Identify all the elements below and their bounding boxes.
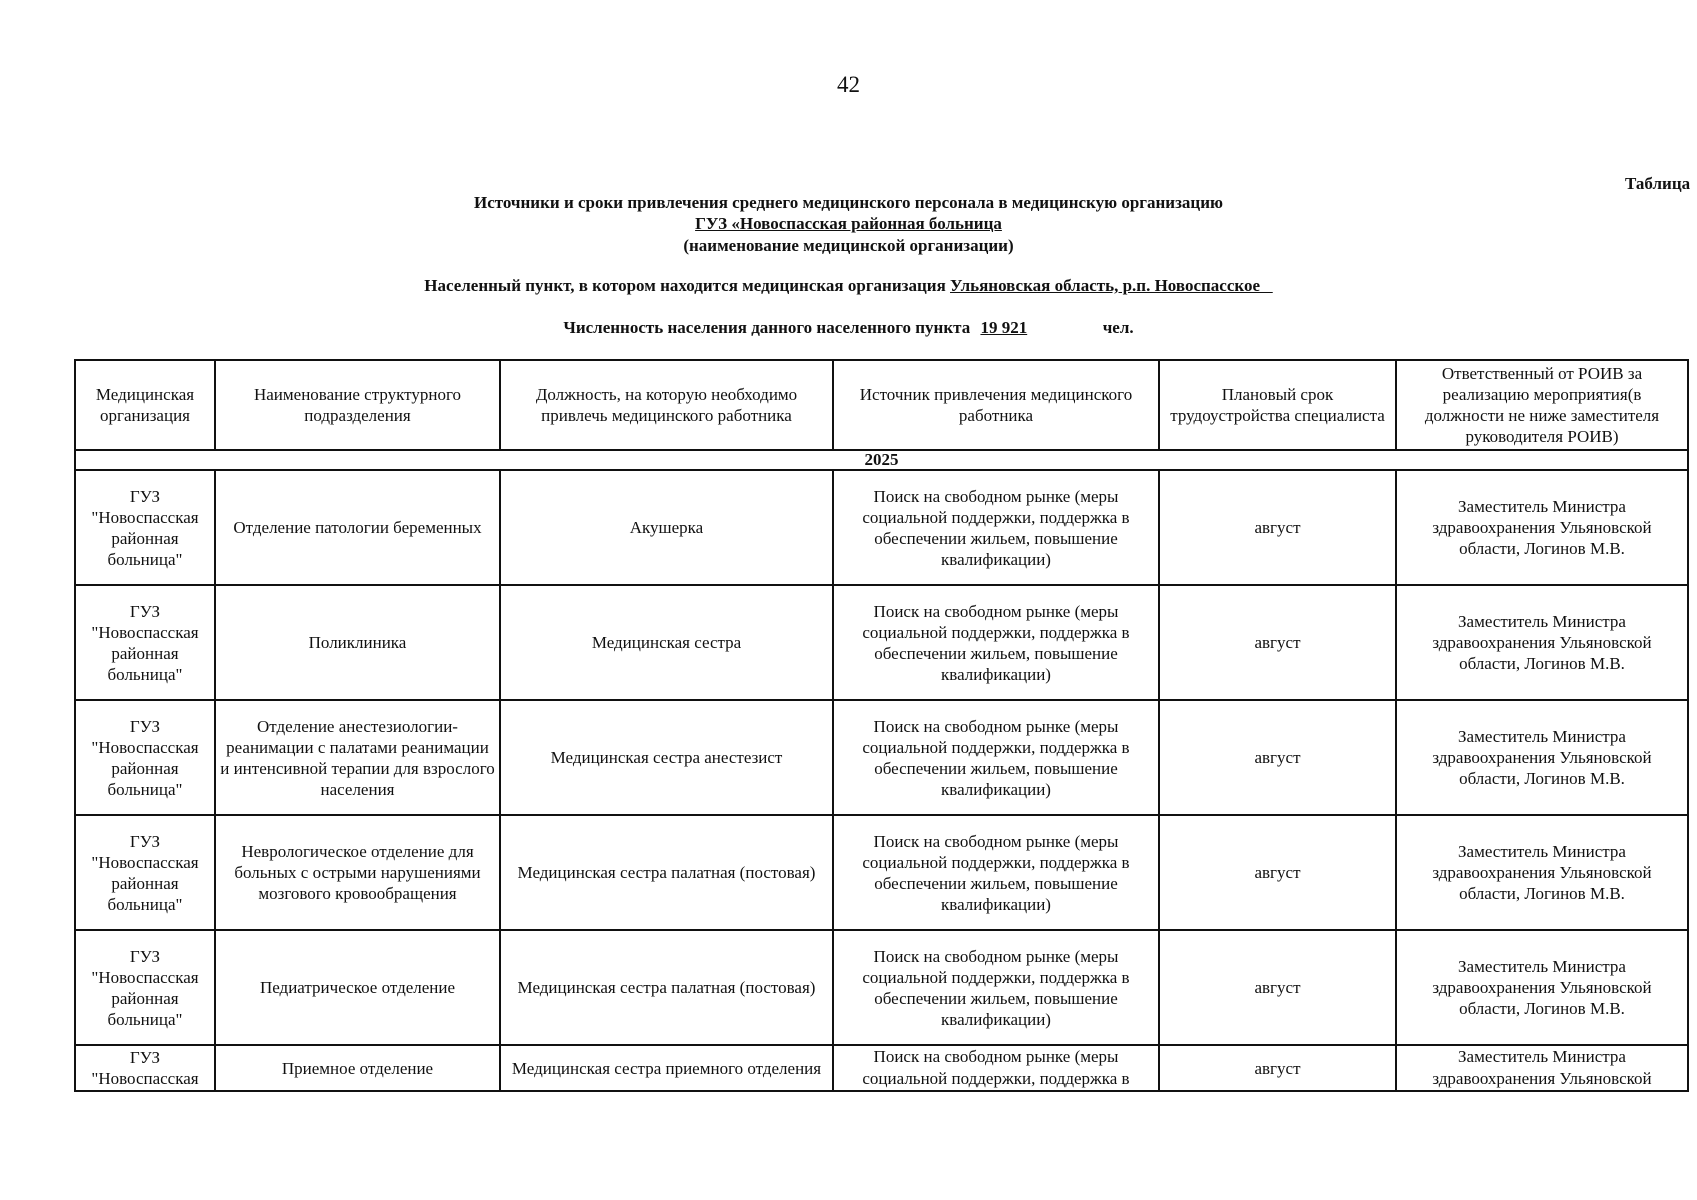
cell-org: ГУЗ "Новоспасская районная больница" (75, 930, 215, 1045)
cell-term (1159, 1045, 1396, 1091)
year-row (75, 450, 1688, 470)
cell-dept: Неврологическое отделение для больных с острыми нарушениями мозгового кровообращения (215, 815, 500, 930)
cell-responsible: Заместитель Министра здравоохранения Ульяновской области, Логинов М.В. (1396, 930, 1688, 1045)
cell-position-text: Медицинская сестра приемного отделения (511, 1058, 822, 1078)
cell-dept: Отделение анестезиологии-реанимации с палатами реанимации и интенсивной терапии для взрослого населения (215, 700, 500, 815)
cell-source: Поиск на свободном рынке (меры социальной поддержки, поддержка в обеспечении жильем, повышение квалификации) (833, 930, 1159, 1045)
cell-position: Акушерка (500, 470, 833, 585)
header-source: Источник привлечения медицинского работника (833, 360, 1159, 450)
cell-term: август (1159, 700, 1396, 815)
header-dept: Наименование структурного подразделения (215, 360, 500, 450)
cell-responsible-text: Заместитель Министра здравоохранения Ульяновской (1432, 1047, 1652, 1088)
cell-source: Поиск на свободном рынке (меры социальной поддержки, поддержка в обеспечении жильем, повышение квалификации) (833, 470, 1159, 585)
cell-term: август (1159, 470, 1396, 585)
cell-dept: Педиатрическое отделение (215, 930, 500, 1045)
year-cell: 2025 (75, 450, 1688, 470)
table-row (75, 1045, 1688, 1091)
document-title: Источники и сроки привлечения среднего медицинского персонала в медицинскую организацию (473, 193, 1224, 212)
cell-term: август (1159, 585, 1396, 700)
cell-responsible: Заместитель Министра здравоохранения Ульяновской области, Логинов М.В. (1396, 700, 1688, 815)
cell-dept: Поликлиника (215, 585, 500, 700)
cell-term: август (1159, 930, 1396, 1045)
table-row (75, 815, 1688, 930)
organization-name (0, 213, 1697, 234)
cell-responsible: Заместитель Министра здравоохранения Ульяновской области, Логинов М.В. (1396, 470, 1688, 585)
cell-org: ГУЗ "Новоспасская районная больница" (75, 700, 215, 815)
cell-position (500, 1045, 833, 1091)
cell-term: август (1159, 815, 1396, 930)
locality-label: Населенный пункт, в котором находится медицинская организация (424, 276, 946, 295)
organization-name-text: ГУЗ «Новоспасская районная больница (695, 214, 1002, 233)
population-label: Численность населения данного населенного пункта (563, 318, 971, 337)
locality-line (0, 276, 1697, 296)
cell-term-text: август (1254, 1058, 1301, 1078)
cell-position: Медицинская сестра палатная (постовая) (500, 930, 833, 1045)
cell-position: Медицинская сестра анестезист (500, 700, 833, 815)
cell-org: ГУЗ "Новоспасская районная больница" (75, 470, 215, 585)
table-row (75, 470, 1688, 585)
cell-responsible: Заместитель Министра здравоохранения Ульяновской области, Логинов М.В. (1396, 815, 1688, 930)
cell-dept: Отделение патологии беременных (215, 470, 500, 585)
cell-source: Поиск на свободном рынке (меры социальной поддержки, поддержка в обеспечении жильем, повышение квалификации) (833, 700, 1159, 815)
cell-dept (215, 1045, 500, 1091)
population-value: 19 921 (980, 318, 1028, 337)
cell-source: Поиск на свободном рынке (меры социальной поддержки, поддержка в обеспечении жильем, повышение квалификации) (833, 585, 1159, 700)
staffing-table (74, 359, 1689, 1092)
table-row (75, 700, 1688, 815)
cell-org (75, 1045, 215, 1091)
table-header-row (75, 360, 1688, 450)
table-row (75, 930, 1688, 1045)
table-label: Таблица (1625, 174, 1691, 193)
header-responsible: Ответственный от РОИВ за реализацию мероприятия(в должности не ниже заместителя руководителя РОИВ) (1396, 360, 1688, 450)
organization-caption: (наименование медицинской организации) (683, 236, 1014, 255)
cell-responsible (1396, 1045, 1688, 1091)
page-number: 42 (837, 72, 860, 97)
cell-dept-text: Приемное отделение (281, 1058, 434, 1078)
cell-org: ГУЗ "Новоспасская районная больница" (75, 815, 215, 930)
cell-position: Медицинская сестра (500, 585, 833, 700)
cell-org: ГУЗ "Новоспасская районная больница" (75, 585, 215, 700)
population-line (0, 318, 1697, 338)
table-row (75, 585, 1688, 700)
cell-responsible: Заместитель Министра здравоохранения Ульяновской области, Логинов М.В. (1396, 585, 1688, 700)
cell-org-text: ГУЗ "Новоспасская (91, 1048, 199, 1088)
population-unit: чел. (1102, 318, 1134, 337)
locality-value: Ульяновская область, р.п. Новоспасское (950, 276, 1260, 295)
cell-source: Поиск на свободном рынке (меры социальной поддержки, поддержка в обеспечении жильем, повышение квалификации) (833, 815, 1159, 930)
cell-position: Медицинская сестра палатная (постовая) (500, 815, 833, 930)
cell-source (833, 1045, 1159, 1091)
cell-source-text: Поиск на свободном рынке (меры социальной поддержки, поддержка в (862, 1047, 1130, 1088)
header-term: Плановый срок трудоустройства специалиста (1159, 360, 1396, 450)
header-position: Должность, на которую необходимо привлечь медицинского работника (500, 360, 833, 450)
header-org: Медицинская организация (75, 360, 215, 450)
